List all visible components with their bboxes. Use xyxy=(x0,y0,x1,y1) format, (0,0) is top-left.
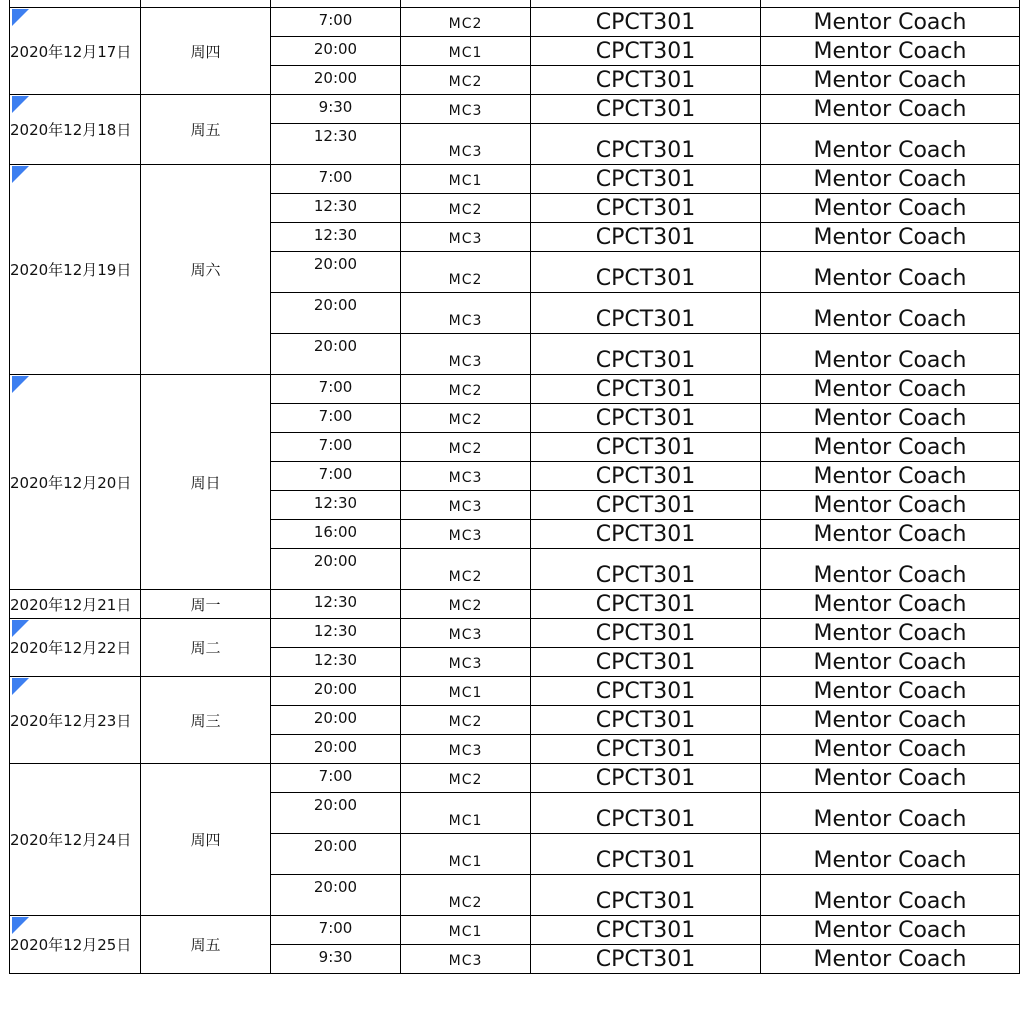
mc-cell: MC1 xyxy=(401,677,531,706)
comment-marker-icon[interactable] xyxy=(12,917,29,934)
mc-cell: MC2 xyxy=(401,433,531,462)
course-code-cell: CPCT301 xyxy=(531,95,761,124)
date-cell xyxy=(10,375,141,590)
time-cell: 20:00 xyxy=(271,706,401,735)
time-cell: 12:30 xyxy=(271,619,401,648)
table-cell xyxy=(531,0,761,8)
date-cell xyxy=(10,764,141,916)
table-row xyxy=(10,95,1020,124)
date-label: 2020年12月18日 xyxy=(10,121,132,139)
course-name-cell: Mentor Coach xyxy=(761,375,1020,404)
course-code-cell: CPCT301 xyxy=(531,433,761,462)
course-code-cell: CPCT301 xyxy=(531,124,761,165)
course-code-cell: CPCT301 xyxy=(531,706,761,735)
course-code-cell: CPCT301 xyxy=(531,375,761,404)
table-cell xyxy=(761,0,1020,8)
course-name-cell: Mentor Coach xyxy=(761,764,1020,793)
mc-cell: MC1 xyxy=(401,165,531,194)
course-code-cell: CPCT301 xyxy=(531,735,761,764)
time-cell: 12:30 xyxy=(271,648,401,677)
course-name-cell: Mentor Coach xyxy=(761,433,1020,462)
mc-cell: MC2 xyxy=(401,252,531,293)
time-cell: 7:00 xyxy=(271,404,401,433)
mc-cell: MC2 xyxy=(401,404,531,433)
table-row xyxy=(10,764,1020,793)
course-code-cell: CPCT301 xyxy=(531,8,761,37)
table-row xyxy=(10,677,1020,706)
course-code-cell: CPCT301 xyxy=(531,520,761,549)
table-cell xyxy=(271,0,401,8)
table-cell xyxy=(401,0,531,8)
course-code-cell: CPCT301 xyxy=(531,334,761,375)
time-cell: 20:00 xyxy=(271,677,401,706)
date-label: 2020年12月20日 xyxy=(10,473,132,492)
table-row xyxy=(10,375,1020,404)
weekday-cell: 周四 xyxy=(141,8,271,95)
time-cell: 20:00 xyxy=(271,549,401,590)
mc-cell: MC1 xyxy=(401,916,531,945)
course-code-cell: CPCT301 xyxy=(531,793,761,834)
time-cell: 7:00 xyxy=(271,916,401,945)
comment-marker-icon[interactable] xyxy=(12,96,29,113)
course-name-cell: Mentor Coach xyxy=(761,165,1020,194)
course-name-cell: Mentor Coach xyxy=(761,520,1020,549)
date-label: 2020年12月23日 xyxy=(10,711,132,730)
mc-cell: MC2 xyxy=(401,590,531,619)
course-name-cell: Mentor Coach xyxy=(761,334,1020,375)
course-name-cell: Mentor Coach xyxy=(761,619,1020,648)
course-code-cell: CPCT301 xyxy=(531,165,761,194)
time-cell: 7:00 xyxy=(271,375,401,404)
date-label: 2020年12月17日 xyxy=(10,42,132,61)
mc-cell: MC2 xyxy=(401,875,531,916)
course-name-cell: Mentor Coach xyxy=(761,95,1020,124)
table-row xyxy=(10,0,1020,8)
course-code-cell: CPCT301 xyxy=(531,252,761,293)
time-cell: 7:00 xyxy=(271,462,401,491)
mc-cell: MC2 xyxy=(401,375,531,404)
weekday-cell: 周三 xyxy=(141,677,271,764)
date-cell xyxy=(10,677,141,764)
time-cell: 9:30 xyxy=(271,945,401,974)
weekday-cell: 周五 xyxy=(141,916,271,974)
course-code-cell: CPCT301 xyxy=(531,590,761,619)
course-code-cell: CPCT301 xyxy=(531,462,761,491)
table-cell xyxy=(10,0,141,8)
course-name-cell: Mentor Coach xyxy=(761,706,1020,735)
time-cell: 12:30 xyxy=(271,194,401,223)
course-name-cell: Mentor Coach xyxy=(761,549,1020,590)
course-name-cell: Mentor Coach xyxy=(761,916,1020,945)
date-label: 2020年12月25日 xyxy=(10,936,132,954)
date-label: 2020年12月24日 xyxy=(10,831,132,849)
time-cell: 9:30 xyxy=(271,95,401,124)
time-cell: 20:00 xyxy=(271,37,401,66)
mc-cell: MC2 xyxy=(401,549,531,590)
table-row xyxy=(10,8,1020,37)
mc-cell: MC3 xyxy=(401,223,531,252)
comment-marker-icon[interactable] xyxy=(12,376,29,393)
course-name-cell: Mentor Coach xyxy=(761,945,1020,974)
weekday-cell: 周五 xyxy=(141,95,271,165)
course-code-cell: CPCT301 xyxy=(531,194,761,223)
course-name-cell: Mentor Coach xyxy=(761,404,1020,433)
course-code-cell: CPCT301 xyxy=(531,223,761,252)
course-code-cell: CPCT301 xyxy=(531,875,761,916)
table-row xyxy=(10,916,1020,945)
mc-cell: MC2 xyxy=(401,8,531,37)
weekday-cell: 周日 xyxy=(141,375,271,590)
time-cell: 20:00 xyxy=(271,735,401,764)
table-cell xyxy=(141,0,271,8)
weekday-cell: 周一 xyxy=(141,590,271,619)
time-cell: 12:30 xyxy=(271,590,401,619)
mc-cell: MC3 xyxy=(401,945,531,974)
course-name-cell: Mentor Coach xyxy=(761,735,1020,764)
course-code-cell: CPCT301 xyxy=(531,37,761,66)
course-name-cell: Mentor Coach xyxy=(761,648,1020,677)
mc-cell: MC2 xyxy=(401,706,531,735)
table-row xyxy=(10,165,1020,194)
course-code-cell: CPCT301 xyxy=(531,491,761,520)
comment-marker-icon[interactable] xyxy=(12,166,29,183)
course-code-cell: CPCT301 xyxy=(531,293,761,334)
schedule-table xyxy=(9,0,1020,974)
course-name-cell: Mentor Coach xyxy=(761,462,1020,491)
course-name-cell: Mentor Coach xyxy=(761,252,1020,293)
mc-cell: MC3 xyxy=(401,334,531,375)
mc-cell: MC2 xyxy=(401,764,531,793)
weekday-cell: 周二 xyxy=(141,619,271,677)
comment-marker-icon[interactable] xyxy=(12,9,29,26)
time-cell: 20:00 xyxy=(271,334,401,375)
weekday-cell: 周四 xyxy=(141,764,271,916)
course-name-cell: Mentor Coach xyxy=(761,194,1020,223)
course-name-cell: Mentor Coach xyxy=(761,8,1020,37)
date-cell xyxy=(10,8,141,95)
date-cell xyxy=(10,590,141,619)
course-code-cell: CPCT301 xyxy=(531,916,761,945)
time-cell: 20:00 xyxy=(271,252,401,293)
time-cell: 7:00 xyxy=(271,433,401,462)
mc-cell: MC3 xyxy=(401,619,531,648)
time-cell: 16:00 xyxy=(271,520,401,549)
time-cell: 12:30 xyxy=(271,223,401,252)
course-name-cell: Mentor Coach xyxy=(761,293,1020,334)
course-name-cell: Mentor Coach xyxy=(761,223,1020,252)
mc-cell: MC2 xyxy=(401,194,531,223)
mc-cell: MC3 xyxy=(401,520,531,549)
course-code-cell: CPCT301 xyxy=(531,834,761,875)
mc-cell: MC3 xyxy=(401,95,531,124)
date-cell xyxy=(10,916,141,974)
course-name-cell: Mentor Coach xyxy=(761,590,1020,619)
course-code-cell: CPCT301 xyxy=(531,677,761,706)
date-cell xyxy=(10,95,141,165)
course-code-cell: CPCT301 xyxy=(531,764,761,793)
date-label: 2020年12月22日 xyxy=(10,639,132,657)
date-cell xyxy=(10,619,141,677)
time-cell: 12:30 xyxy=(271,124,401,165)
time-cell: 20:00 xyxy=(271,793,401,834)
course-code-cell: CPCT301 xyxy=(531,945,761,974)
time-cell: 7:00 xyxy=(271,764,401,793)
time-cell: 7:00 xyxy=(271,165,401,194)
mc-cell: MC3 xyxy=(401,462,531,491)
mc-cell: MC1 xyxy=(401,37,531,66)
mc-cell: MC3 xyxy=(401,648,531,677)
schedule-body xyxy=(10,0,1020,974)
time-cell: 20:00 xyxy=(271,293,401,334)
mc-cell: MC3 xyxy=(401,293,531,334)
time-cell: 12:30 xyxy=(271,491,401,520)
time-cell: 20:00 xyxy=(271,66,401,95)
date-label: 2020年12月21日 xyxy=(10,595,132,614)
comment-marker-icon[interactable] xyxy=(12,620,29,637)
comment-marker-icon[interactable] xyxy=(12,678,29,695)
course-name-cell: Mentor Coach xyxy=(761,834,1020,875)
weekday-cell: 周六 xyxy=(141,165,271,375)
mc-cell: MC1 xyxy=(401,793,531,834)
time-cell: 20:00 xyxy=(271,875,401,916)
mc-cell: MC3 xyxy=(401,491,531,520)
course-name-cell: Mentor Coach xyxy=(761,491,1020,520)
course-name-cell: Mentor Coach xyxy=(761,37,1020,66)
mc-cell: MC3 xyxy=(401,124,531,165)
course-code-cell: CPCT301 xyxy=(531,648,761,677)
course-name-cell: Mentor Coach xyxy=(761,793,1020,834)
table-row xyxy=(10,590,1020,619)
table-row xyxy=(10,619,1020,648)
mc-cell: MC3 xyxy=(401,735,531,764)
course-code-cell: CPCT301 xyxy=(531,549,761,590)
course-code-cell: CPCT301 xyxy=(531,404,761,433)
course-code-cell: CPCT301 xyxy=(531,66,761,95)
course-name-cell: Mentor Coach xyxy=(761,677,1020,706)
time-cell: 20:00 xyxy=(271,834,401,875)
course-name-cell: Mentor Coach xyxy=(761,124,1020,165)
course-name-cell: Mentor Coach xyxy=(761,66,1020,95)
date-label: 2020年12月19日 xyxy=(10,261,132,279)
mc-cell: MC1 xyxy=(401,834,531,875)
course-code-cell: CPCT301 xyxy=(531,619,761,648)
time-cell: 7:00 xyxy=(271,8,401,37)
course-name-cell: Mentor Coach xyxy=(761,875,1020,916)
mc-cell: MC2 xyxy=(401,66,531,95)
date-cell xyxy=(10,165,141,375)
